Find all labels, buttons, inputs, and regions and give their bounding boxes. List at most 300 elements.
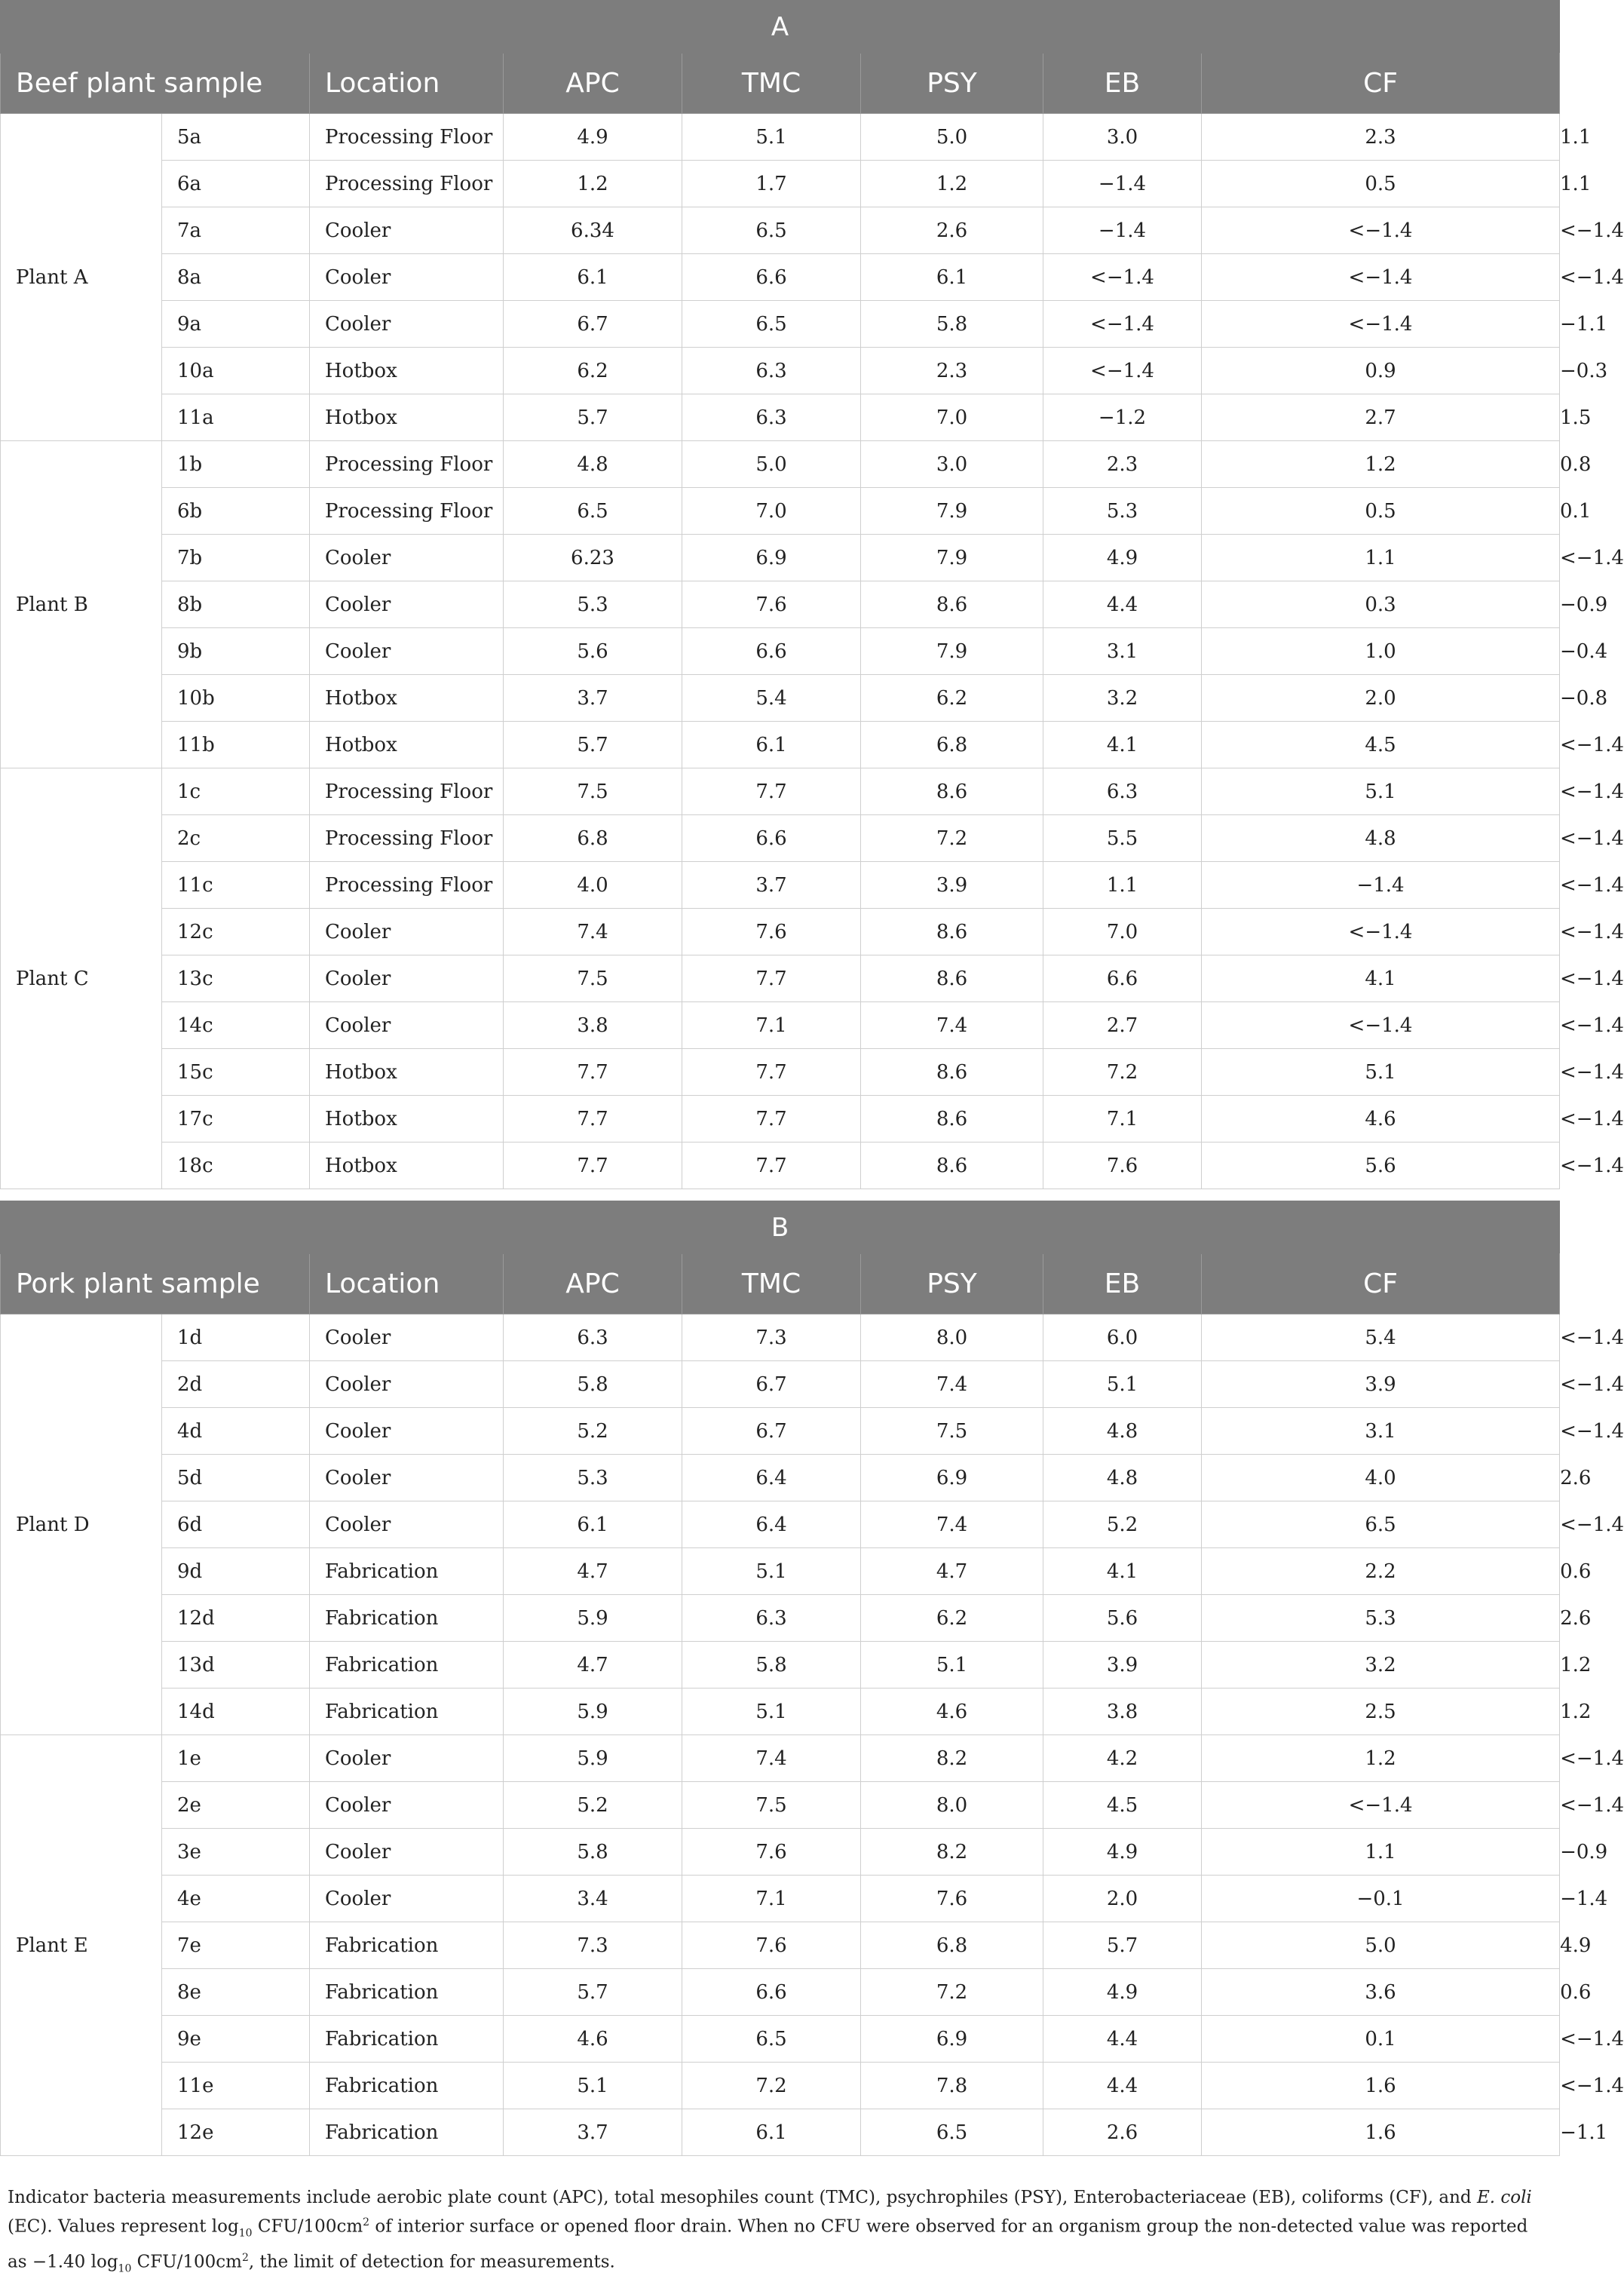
cell-sample: 11a <box>162 394 310 441</box>
cell-apc: 5.3 <box>504 581 682 628</box>
table-row: 7b Cooler 6.23 6.9 7.9 4.9 1.1 <−1.4 <box>1 535 1560 581</box>
table-row: 2c Processing Floor 6.8 6.6 7.2 5.5 4.8 <−1.4 <box>1 815 1560 862</box>
cell-psy: 8.2 <box>861 1829 1043 1876</box>
cell-psy: 3.0 <box>861 441 1043 488</box>
cell-apc: 5.7 <box>504 1969 682 2016</box>
cell-tmc: 6.3 <box>682 1595 861 1642</box>
cell-apc: 6.23 <box>504 535 682 581</box>
cell-cf: 5.1 <box>1202 768 1560 815</box>
plant-label: Plant C <box>1 768 162 1189</box>
cell-psy: 7.9 <box>861 535 1043 581</box>
cell-sample: 5d <box>162 1455 310 1501</box>
cell-sample: 13d <box>162 1642 310 1688</box>
cell-cf: 4.1 <box>1202 955 1560 1002</box>
cell-eb: 4.1 <box>1043 722 1202 768</box>
cell-tmc: 7.6 <box>682 909 861 955</box>
cell-location: Cooler <box>310 955 504 1002</box>
table-row: 9e Fabrication 4.6 6.5 6.9 4.4 0.1 <−1.4 <box>1 2016 1560 2063</box>
col-header-location: Location <box>310 1254 504 1314</box>
cell-cf: 2.3 <box>1202 114 1560 161</box>
cell-cf: <−1.4 <box>1202 254 1560 301</box>
cell-sample: 2d <box>162 1361 310 1408</box>
col-header-sample: Pork plant sample <box>1 1254 310 1314</box>
table-body-b <box>1 1314 1624 2156</box>
cell-psy: 8.6 <box>861 768 1043 815</box>
cell-tmc: 7.7 <box>682 768 861 815</box>
cell-psy: 6.8 <box>861 722 1043 768</box>
cell-eb: 4.1 <box>1043 1548 1202 1595</box>
cell-tmc: 7.2 <box>682 2063 861 2109</box>
cell-cf: 3.2 <box>1202 1642 1560 1688</box>
cell-eb: 7.2 <box>1043 1049 1202 1096</box>
cell-eb: 7.6 <box>1043 1143 1202 1189</box>
cell-location: Processing Floor <box>310 114 504 161</box>
cell-apc: 7.5 <box>504 955 682 1002</box>
cell-sample: 9a <box>162 301 310 348</box>
cell-location: Cooler <box>310 1501 504 1548</box>
cell-sample: 8e <box>162 1969 310 2016</box>
cell-cf: 2.7 <box>1202 394 1560 441</box>
cell-psy: 7.6 <box>861 1876 1043 1922</box>
cell-tmc: 5.1 <box>682 114 861 161</box>
cell-psy: 6.9 <box>861 2016 1043 2063</box>
cell-tmc: 1.7 <box>682 161 861 207</box>
cell-eb: 3.2 <box>1043 675 1202 722</box>
cell-cf: −1.4 <box>1202 862 1560 909</box>
cell-location: Hotbox <box>310 1096 504 1143</box>
cell-sample: 11e <box>162 2063 310 2109</box>
cell-psy: 7.5 <box>861 1408 1043 1455</box>
cell-location: Fabrication <box>310 1688 504 1735</box>
cell-location: Cooler <box>310 628 504 675</box>
cell-apc: 5.9 <box>504 1735 682 1782</box>
cell-cf: <−1.4 <box>1202 909 1560 955</box>
column-header-row-a: Beef plant sample Location APC TMC PSY EB CF EC <box>1 54 1560 114</box>
cell-eb: 4.2 <box>1043 1735 1202 1782</box>
cell-location: Cooler <box>310 1829 504 1876</box>
cell-apc: 6.5 <box>504 488 682 535</box>
cell-apc: 6.1 <box>504 1501 682 1548</box>
cell-sample: 1b <box>162 441 310 488</box>
cell-location: Processing Floor <box>310 488 504 535</box>
pork-plant-table <box>0 1201 1624 2156</box>
cell-cf: 3.6 <box>1202 1969 1560 2016</box>
table-row: 13d Fabrication 4.7 5.8 5.1 3.9 3.2 1.2 <box>1 1642 1560 1688</box>
cell-tmc: 7.6 <box>682 1829 861 1876</box>
footnote-ecoli: E. coli <box>1476 2188 1532 2207</box>
cell-eb: 5.3 <box>1043 488 1202 535</box>
cell-psy: 8.0 <box>861 1782 1043 1829</box>
table-body-a <box>1 114 1624 1189</box>
cell-location: Cooler <box>310 1455 504 1501</box>
cell-eb: <−1.4 <box>1043 348 1202 394</box>
cell-tmc: 6.1 <box>682 722 861 768</box>
cell-eb: 5.7 <box>1043 1922 1202 1969</box>
cell-psy: 4.7 <box>861 1548 1043 1595</box>
cell-location: Hotbox <box>310 348 504 394</box>
cell-tmc: 3.7 <box>682 862 861 909</box>
cell-location: Cooler <box>310 254 504 301</box>
cell-tmc: 7.3 <box>682 1314 861 1361</box>
cell-cf: <−1.4 <box>1202 301 1560 348</box>
cell-cf: 3.9 <box>1202 1361 1560 1408</box>
cell-apc: 1.2 <box>504 161 682 207</box>
table-row: 11e Fabrication 5.1 7.2 7.8 4.4 1.6 <−1.4 <box>1 2063 1560 2109</box>
cell-cf: 5.1 <box>1202 1049 1560 1096</box>
cell-tmc: 7.6 <box>682 581 861 628</box>
cell-apc: 6.8 <box>504 815 682 862</box>
cell-cf: −0.1 <box>1202 1876 1560 1922</box>
cell-tmc: 7.7 <box>682 1049 861 1096</box>
cell-eb: −1.2 <box>1043 394 1202 441</box>
col-header-tmc: TMC <box>682 1254 861 1314</box>
cell-eb: 4.9 <box>1043 1829 1202 1876</box>
cell-location: Cooler <box>310 1002 504 1049</box>
footnote-sup-2: 2 <box>241 2252 249 2265</box>
cell-eb: 4.4 <box>1043 2063 1202 2109</box>
cell-apc: 4.7 <box>504 1642 682 1688</box>
cell-psy: 8.6 <box>861 955 1043 1002</box>
cell-tmc: 5.0 <box>682 441 861 488</box>
cell-apc: 5.3 <box>504 1455 682 1501</box>
cell-apc: 4.9 <box>504 114 682 161</box>
cell-location: Processing Floor <box>310 862 504 909</box>
cell-tmc: 6.6 <box>682 628 861 675</box>
cell-apc: 5.7 <box>504 394 682 441</box>
table-row: 11a Hotbox 5.7 6.3 7.0 −1.2 2.7 1.5 <box>1 394 1560 441</box>
cell-apc: 5.1 <box>504 2063 682 2109</box>
cell-eb: 4.8 <box>1043 1408 1202 1455</box>
table-row: 9a Cooler 6.7 6.5 5.8 <−1.4 <−1.4 −1.1 <box>1 301 1560 348</box>
cell-psy: 8.2 <box>861 1735 1043 1782</box>
cell-location: Fabrication <box>310 2109 504 2156</box>
cell-psy: 6.9 <box>861 1455 1043 1501</box>
cell-location: Cooler <box>310 1361 504 1408</box>
cell-cf: 1.6 <box>1202 2109 1560 2156</box>
cell-tmc: 6.1 <box>682 2109 861 2156</box>
footnote-text-1: Indicator bacteria measurements include aerobic plate count (APC), total mesophiles count (TMC), psychrophiles (PSY), Enterobacteriaceae (EB), coliforms (CF), and <box>8 2188 1477 2207</box>
cell-apc: 5.2 <box>504 1782 682 1829</box>
cell-psy: 2.6 <box>861 207 1043 254</box>
cell-psy: 8.0 <box>861 1314 1043 1361</box>
cell-tmc: 6.6 <box>682 815 861 862</box>
cell-apc: 4.8 <box>504 441 682 488</box>
cell-sample: 7a <box>162 207 310 254</box>
table-row: 14c Cooler 3.8 7.1 7.4 2.7 <−1.4 <−1.4 <box>1 1002 1560 1049</box>
col-header-apc: APC <box>504 1254 682 1314</box>
cell-tmc: 5.4 <box>682 675 861 722</box>
cell-sample: 12c <box>162 909 310 955</box>
cell-psy: 8.6 <box>861 909 1043 955</box>
cell-location: Hotbox <box>310 675 504 722</box>
cell-eb: 4.5 <box>1043 1782 1202 1829</box>
cell-tmc: 6.6 <box>682 1969 861 2016</box>
cell-location: Fabrication <box>310 2016 504 2063</box>
cell-location: Cooler <box>310 1876 504 1922</box>
cell-eb: 2.0 <box>1043 1876 1202 1922</box>
cell-location: Cooler <box>310 909 504 955</box>
cell-psy: 7.9 <box>861 628 1043 675</box>
table-row: 13c Cooler 7.5 7.7 8.6 6.6 4.1 <−1.4 <box>1 955 1560 1002</box>
cell-psy: 6.1 <box>861 254 1043 301</box>
table-row: 11c Processing Floor 4.0 3.7 3.9 1.1 −1.4 <−1.4 <box>1 862 1560 909</box>
cell-cf: 0.5 <box>1202 161 1560 207</box>
cell-sample: 8b <box>162 581 310 628</box>
cell-eb: −1.4 <box>1043 207 1202 254</box>
cell-apc: 3.7 <box>504 675 682 722</box>
cell-eb: 5.6 <box>1043 1595 1202 1642</box>
cell-apc: 7.5 <box>504 768 682 815</box>
cell-apc: 6.34 <box>504 207 682 254</box>
table-row: Plant D 1d Cooler 6.3 7.3 8.0 6.0 5.4 <−1.4 <box>1 1314 1560 1361</box>
col-header-psy: PSY <box>861 54 1043 114</box>
cell-cf: 1.2 <box>1202 1735 1560 1782</box>
cell-location: Fabrication <box>310 2063 504 2109</box>
cell-psy: 2.3 <box>861 348 1043 394</box>
cell-sample: 15c <box>162 1049 310 1096</box>
cell-location: Processing Floor <box>310 768 504 815</box>
plant-label: Plant A <box>1 114 162 441</box>
cell-tmc: 6.9 <box>682 535 861 581</box>
cell-cf: 1.1 <box>1202 535 1560 581</box>
cell-psy: 5.0 <box>861 114 1043 161</box>
cell-apc: 3.7 <box>504 2109 682 2156</box>
cell-apc: 7.4 <box>504 909 682 955</box>
table-row: Plant E 1e Cooler 5.9 7.4 8.2 4.2 1.2 <−1.4 <box>1 1735 1560 1782</box>
table-row: 8b Cooler 5.3 7.6 8.6 4.4 0.3 −0.9 <box>1 581 1560 628</box>
cell-psy: 7.8 <box>861 2063 1043 2109</box>
cell-eb: 4.4 <box>1043 2016 1202 2063</box>
cell-location: Hotbox <box>310 722 504 768</box>
cell-apc: 5.7 <box>504 722 682 768</box>
cell-apc: 5.8 <box>504 1829 682 1876</box>
cell-tmc: 7.6 <box>682 1922 861 1969</box>
cell-eb: 4.8 <box>1043 1455 1202 1501</box>
cell-cf: <−1.4 <box>1202 207 1560 254</box>
cell-apc: 4.7 <box>504 1548 682 1595</box>
cell-eb: 3.8 <box>1043 1688 1202 1735</box>
table-row: 17c Hotbox 7.7 7.7 8.6 7.1 4.6 <−1.4 <box>1 1096 1560 1143</box>
cell-eb: 7.1 <box>1043 1096 1202 1143</box>
cell-eb: 6.3 <box>1043 768 1202 815</box>
footnote-sup-1: 2 <box>363 2216 370 2228</box>
cell-location: Hotbox <box>310 1049 504 1096</box>
table-row: 6b Processing Floor 6.5 7.0 7.9 5.3 0.5 0.1 <box>1 488 1560 535</box>
cell-location: Fabrication <box>310 1548 504 1595</box>
table-row: 3e Cooler 5.8 7.6 8.2 4.9 1.1 −0.9 <box>1 1829 1560 1876</box>
cell-cf: 5.4 <box>1202 1314 1560 1361</box>
cell-sample: 10b <box>162 675 310 722</box>
col-header-cf: CF <box>1202 54 1560 114</box>
cell-tmc: 5.1 <box>682 1688 861 1735</box>
cell-tmc: 5.1 <box>682 1548 861 1595</box>
cell-sample: 1e <box>162 1735 310 1782</box>
cell-psy: 6.5 <box>861 2109 1043 2156</box>
table-row: 10b Hotbox 3.7 5.4 6.2 3.2 2.0 −0.8 <box>1 675 1560 722</box>
cell-tmc: 7.7 <box>682 1096 861 1143</box>
cell-tmc: 6.3 <box>682 348 861 394</box>
cell-psy: 5.8 <box>861 301 1043 348</box>
cell-psy: 7.0 <box>861 394 1043 441</box>
cell-location: Cooler <box>310 581 504 628</box>
table-footnote <box>0 2185 1546 2282</box>
cell-tmc: 7.7 <box>682 955 861 1002</box>
cell-eb: <−1.4 <box>1043 254 1202 301</box>
cell-apc: 5.6 <box>504 628 682 675</box>
cell-location: Cooler <box>310 535 504 581</box>
cell-eb: 2.6 <box>1043 2109 1202 2156</box>
table-row: 10a Hotbox 6.2 6.3 2.3 <−1.4 0.9 −0.3 <box>1 348 1560 394</box>
cell-sample: 9d <box>162 1548 310 1595</box>
col-header-psy: PSY <box>861 1254 1043 1314</box>
cell-apc: 3.4 <box>504 1876 682 1922</box>
cell-cf: 3.1 <box>1202 1408 1560 1455</box>
cell-apc: 6.1 <box>504 254 682 301</box>
cell-eb: 4.9 <box>1043 1969 1202 2016</box>
table-row: 6d Cooler 6.1 6.4 7.4 5.2 6.5 <−1.4 <box>1 1501 1560 1548</box>
cell-cf: 1.2 <box>1202 441 1560 488</box>
cell-location: Cooler <box>310 207 504 254</box>
cell-cf: 5.0 <box>1202 1922 1560 1969</box>
cell-location: Cooler <box>310 1782 504 1829</box>
cell-eb: 2.3 <box>1043 441 1202 488</box>
cell-psy: 1.2 <box>861 161 1043 207</box>
cell-sample: 2c <box>162 815 310 862</box>
table-row: 9b Cooler 5.6 6.6 7.9 3.1 1.0 −0.4 <box>1 628 1560 675</box>
cell-psy: 8.6 <box>861 1143 1043 1189</box>
cell-apc: 4.0 <box>504 862 682 909</box>
cell-psy: 7.9 <box>861 488 1043 535</box>
cell-cf: 6.5 <box>1202 1501 1560 1548</box>
col-header-location: Location <box>310 54 504 114</box>
col-header-tmc: TMC <box>682 54 861 114</box>
cell-eb: 3.0 <box>1043 114 1202 161</box>
cell-cf: 1.0 <box>1202 628 1560 675</box>
cell-eb: 7.0 <box>1043 909 1202 955</box>
cell-cf: 0.3 <box>1202 581 1560 628</box>
footnote-text-6: , the limit of detection for measurements. <box>248 2252 615 2272</box>
cell-sample: 6a <box>162 161 310 207</box>
cell-location: Fabrication <box>310 1969 504 2016</box>
cell-eb: 3.1 <box>1043 628 1202 675</box>
table-row: 14d Fabrication 5.9 5.1 4.6 3.8 2.5 1.2 <box>1 1688 1560 1735</box>
table-row: 12c Cooler 7.4 7.6 8.6 7.0 <−1.4 <−1.4 <box>1 909 1560 955</box>
cell-eb: <−1.4 <box>1043 301 1202 348</box>
cell-apc: 4.6 <box>504 2016 682 2063</box>
cell-apc: 7.3 <box>504 1922 682 1969</box>
table-row: 6a Processing Floor 1.2 1.7 1.2 −1.4 0.5 1.1 <box>1 161 1560 207</box>
cell-psy: 3.9 <box>861 862 1043 909</box>
cell-sample: 6b <box>162 488 310 535</box>
plant-label: Plant B <box>1 441 162 768</box>
cell-cf: 5.6 <box>1202 1143 1560 1189</box>
cell-eb: 2.7 <box>1043 1002 1202 1049</box>
cell-sample: 1d <box>162 1314 310 1361</box>
table-row: 12d Fabrication 5.9 6.3 6.2 5.6 5.3 2.6 <box>1 1595 1560 1642</box>
cell-cf: 2.2 <box>1202 1548 1560 1595</box>
cell-cf: 4.6 <box>1202 1096 1560 1143</box>
cell-tmc: 5.8 <box>682 1642 861 1688</box>
section-label-a: A <box>1 1 1560 54</box>
cell-tmc: 6.5 <box>682 207 861 254</box>
cell-sample: 4e <box>162 1876 310 1922</box>
cell-location: Fabrication <box>310 1642 504 1688</box>
table-row: 7e Fabrication 7.3 7.6 6.8 5.7 5.0 4.9 <box>1 1922 1560 1969</box>
cell-sample: 11b <box>162 722 310 768</box>
cell-psy: 6.2 <box>861 1595 1043 1642</box>
cell-location: Fabrication <box>310 1595 504 1642</box>
table-row: 12e Fabrication 3.7 6.1 6.5 2.6 1.6 −1.1 <box>1 2109 1560 2156</box>
cell-sample: 1c <box>162 768 310 815</box>
cell-apc: 5.9 <box>504 1595 682 1642</box>
footnote-sub-2: 10 <box>118 2262 132 2275</box>
cell-location: Processing Floor <box>310 441 504 488</box>
table-row: Plant C 1c Processing Floor 7.5 7.7 8.6 6.3 5.1 <−1.4 <box>1 768 1560 815</box>
table-row: 7a Cooler 6.34 6.5 2.6 −1.4 <−1.4 <−1.4 <box>1 207 1560 254</box>
cell-sample: 9e <box>162 2016 310 2063</box>
cell-tmc: 6.5 <box>682 301 861 348</box>
cell-location: Cooler <box>310 301 504 348</box>
table-row: 11b Hotbox 5.7 6.1 6.8 4.1 4.5 <−1.4 <box>1 722 1560 768</box>
cell-cf: 2.0 <box>1202 675 1560 722</box>
table-row: 9d Fabrication 4.7 5.1 4.7 4.1 2.2 0.6 <box>1 1548 1560 1595</box>
cell-eb: 6.6 <box>1043 955 1202 1002</box>
cell-cf: 1.1 <box>1202 1829 1560 1876</box>
cell-cf: 2.5 <box>1202 1688 1560 1735</box>
cell-sample: 13c <box>162 955 310 1002</box>
cell-tmc: 6.7 <box>682 1408 861 1455</box>
cell-apc: 6.3 <box>504 1314 682 1361</box>
cell-location: Cooler <box>310 1314 504 1361</box>
cell-eb: −1.4 <box>1043 161 1202 207</box>
cell-psy: 8.6 <box>861 581 1043 628</box>
cell-sample: 5a <box>162 114 310 161</box>
table-row: 4d Cooler 5.2 6.7 7.5 4.8 3.1 <−1.4 <box>1 1408 1560 1455</box>
cell-cf: <−1.4 <box>1202 1782 1560 1829</box>
table-row: Plant A 5a Processing Floor 4.9 5.1 5.0 3.0 2.3 1.1 <box>1 114 1560 161</box>
cell-apc: 6.2 <box>504 348 682 394</box>
cell-cf: <−1.4 <box>1202 1002 1560 1049</box>
cell-apc: 7.7 <box>504 1096 682 1143</box>
cell-sample: 11c <box>162 862 310 909</box>
cell-sample: 12d <box>162 1595 310 1642</box>
cell-eb: 4.9 <box>1043 535 1202 581</box>
cell-sample: 9b <box>162 628 310 675</box>
table-row: 2e Cooler 5.2 7.5 8.0 4.5 <−1.4 <−1.4 <box>1 1782 1560 1829</box>
cell-apc: 5.8 <box>504 1361 682 1408</box>
cell-location: Hotbox <box>310 1143 504 1189</box>
col-header-eb: EB <box>1043 54 1202 114</box>
cell-location: Cooler <box>310 1735 504 1782</box>
cell-sample: 14c <box>162 1002 310 1049</box>
cell-psy: 5.1 <box>861 1642 1043 1688</box>
cell-psy: 6.8 <box>861 1922 1043 1969</box>
cell-eb: 6.0 <box>1043 1314 1202 1361</box>
table-row: Plant B 1b Processing Floor 4.8 5.0 3.0 2.3 1.2 0.8 <box>1 441 1560 488</box>
cell-sample: 4d <box>162 1408 310 1455</box>
cell-sample: 10a <box>162 348 310 394</box>
cell-cf: 1.6 <box>1202 2063 1560 2109</box>
cell-tmc: 6.6 <box>682 254 861 301</box>
cell-apc: 5.9 <box>504 1688 682 1735</box>
col-header-sample: Beef plant sample <box>1 54 310 114</box>
footnote-sub-1: 10 <box>238 2227 253 2240</box>
cell-psy: 7.2 <box>861 815 1043 862</box>
cell-psy: 7.4 <box>861 1361 1043 1408</box>
cell-psy: 8.6 <box>861 1096 1043 1143</box>
cell-sample: 8a <box>162 254 310 301</box>
cell-sample: 14d <box>162 1688 310 1735</box>
